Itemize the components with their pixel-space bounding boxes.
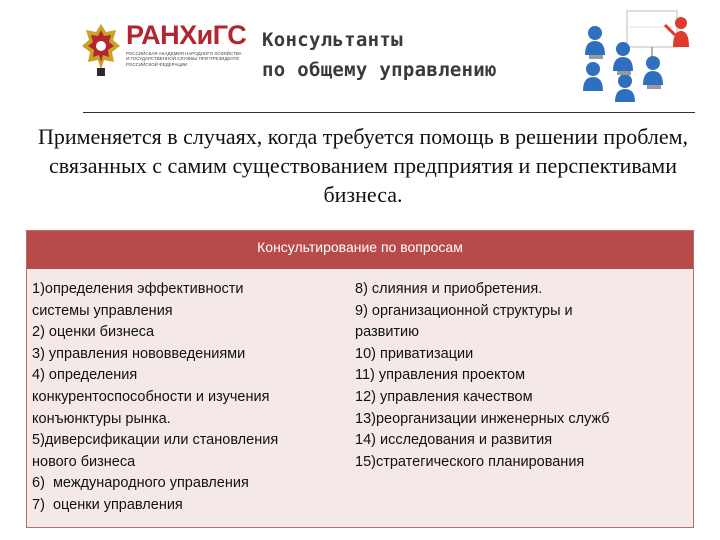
slide-title-line1: Консультанты bbox=[262, 29, 403, 51]
header-divider bbox=[83, 112, 695, 113]
table-left-column bbox=[32, 279, 362, 517]
list-item: системы управления bbox=[32, 302, 173, 319]
logo-wordmark: РАНХиГС bbox=[126, 20, 247, 50]
list-item: 14) исследования и развития bbox=[355, 432, 553, 449]
list-item: 4) определения bbox=[32, 367, 138, 384]
list-item: 3) управления нововведениями bbox=[32, 345, 246, 362]
table-heading: Консультирование по вопросам bbox=[27, 231, 693, 269]
list-item: 9) организационной структуры и bbox=[355, 302, 573, 319]
logo-subtext: РОССИЙСКАЯ АКАДЕМИЯ НАРОДНОГО ХОЗЯЙСТВА И ГОСУДАРСТВЕННОЙ СЛУЖБЫ ПРИ ПРЕЗИДЕНТЕ РОССИЙСКОЙ ФЕДЕРАЦИИ bbox=[126, 51, 242, 67]
table-right-column bbox=[355, 279, 690, 473]
slide-header bbox=[0, 0, 720, 110]
list-item: развитию bbox=[355, 324, 420, 341]
list-item: 7) оценки управления bbox=[32, 496, 183, 513]
intro-paragraph: Применяется в случаях, когда требуется помощь в решении проблем, связанных с самим существованием предприятия и перспективами бизнеса. bbox=[37, 124, 689, 207]
list-item: конкурентоспособности и изучения bbox=[32, 388, 270, 405]
list-item: 5)диверсификации или становления bbox=[32, 432, 279, 449]
university-emblem-icon bbox=[80, 20, 122, 78]
presentation-audience-icon bbox=[575, 3, 700, 103]
list-item: 2) оценки бизнеса bbox=[32, 324, 155, 341]
list-item: 10) приватизации bbox=[355, 345, 474, 362]
list-item: 13)реорганизации инженерных служб bbox=[355, 410, 610, 427]
list-item: 1)определения эффективности bbox=[32, 281, 244, 297]
slide-title-line2: по общему управлению bbox=[262, 59, 497, 81]
list-item: 11) управления проектом bbox=[355, 367, 526, 384]
ranepa-logo bbox=[80, 18, 245, 80]
list-item: нового бизнеса bbox=[32, 453, 136, 470]
consulting-table bbox=[26, 230, 694, 528]
slide-title bbox=[262, 25, 497, 85]
list-item: 15)стратегического планирования bbox=[355, 453, 585, 470]
list-item: конъюнктуры рынка. bbox=[32, 410, 171, 427]
list-item: 12) управления качеством bbox=[355, 388, 533, 405]
list-item: 6) международного управления bbox=[32, 475, 249, 492]
list-item: 8) слияния и приобретения. bbox=[355, 281, 543, 297]
